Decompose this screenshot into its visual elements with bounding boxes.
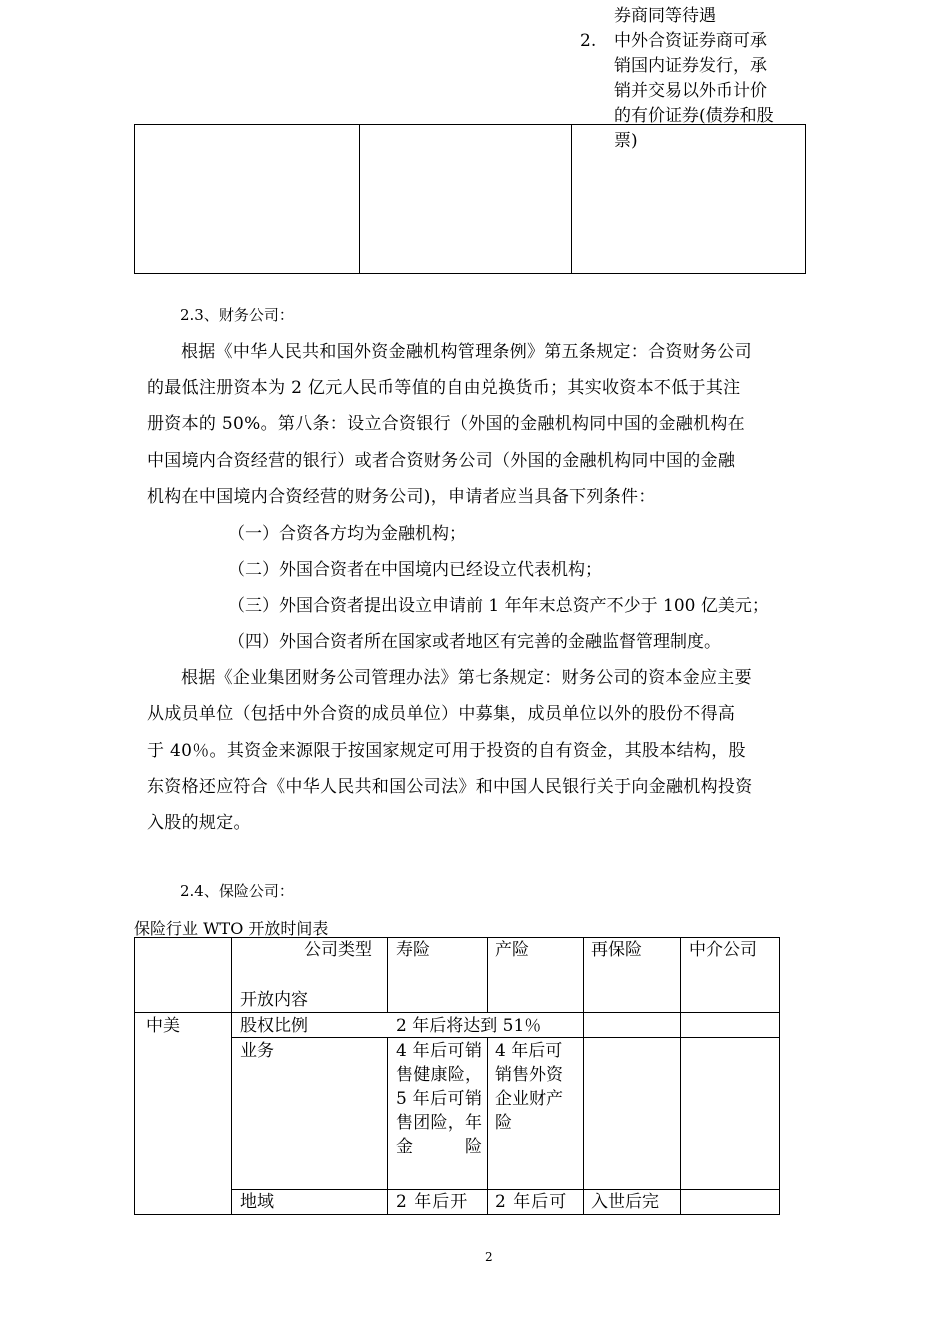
row-country: 中美: [146, 1016, 180, 1036]
insurance-heading: 2.4、保险公司：: [180, 882, 294, 900]
finance-condition-2: （二）外国合资者在中国境内已经设立代表机构；: [228, 560, 602, 580]
grid-line: [487, 937, 488, 1012]
header-open-content: 开放内容: [240, 990, 308, 1010]
grid-line: [583, 937, 584, 1215]
row-business-life: 4 年后可销售健康险，5 年后可销售团险，年金险: [396, 1041, 482, 1157]
insurance-table: [134, 937, 780, 1215]
header-property: 产险: [495, 940, 529, 960]
grid-line: [231, 937, 232, 1215]
top-table-divider-1: [359, 125, 360, 273]
finance-para1-line1: 根据《中华人民共和国外资金融机构管理条例》第五条规定：合资财务公司: [181, 342, 752, 362]
header-intermediary: 中介公司: [689, 940, 757, 960]
header-reinsurance: 再保险: [591, 940, 642, 960]
grid-line: [487, 1037, 488, 1215]
row-region-life: 2 年后开: [396, 1192, 469, 1212]
row-region-property: 2 年后可: [495, 1192, 568, 1212]
grid-line: [680, 937, 681, 1215]
finance-heading: 2.3、财务公司：: [180, 306, 294, 324]
row-business-label: 业务: [240, 1041, 274, 1061]
top-table-divider-2: [571, 125, 572, 273]
finance-para2-line3: 于 40％。其资金来源限于按国家规定可用于投资的自有资金，其股本结构，股: [147, 741, 746, 761]
header-company-type: 公司类型: [304, 940, 372, 960]
insurance-table-caption: 保险行业 WTO 开放时间表: [134, 919, 329, 938]
cell3-line-6: 票): [614, 131, 638, 151]
finance-para2-line1: 根据《企业集团财务公司管理办法》第七条规定：财务公司的资本金应主要: [181, 668, 752, 688]
top-table-cell-3: [580, 4, 805, 154]
cell3-line-4: 销并交易以外币计价: [614, 81, 767, 101]
cell3-line-5: 的有价证券(债券和股: [614, 106, 774, 126]
cell3-line-3: 销国内证券发行，承: [614, 56, 767, 76]
finance-para2-line5: 入股的规定。: [147, 813, 251, 833]
finance-condition-4: （四）外国合资者所在国家或者地区有完善的金融监督管理制度。: [228, 632, 721, 652]
cell3-line-1: 券商同等待遇: [614, 6, 716, 26]
finance-para1-line2: 的最低注册资本为 2 亿元人民币等值的自由兑换货币；其实收资本不低于其注: [147, 378, 741, 398]
grid-line: [134, 937, 135, 1215]
row-region-reinsurance: 入世后完: [591, 1192, 659, 1212]
finance-para1-line3: 册资本的 50%。第八条：设立合资银行（外国的金融机构同中国的金融机构在: [147, 414, 745, 434]
page-number: 2: [485, 1250, 493, 1264]
header-life: 寿险: [396, 940, 430, 960]
row-business-property: 4 年后可销售外资企业财产险: [495, 1041, 563, 1133]
row-equity-label: 股权比例: [240, 1016, 308, 1036]
finance-condition-1: （一）合资各方均为金融机构；: [228, 524, 466, 544]
finance-condition-3: （三）外国合资者提出设立申请前 1 年年末总资产不少于 100 亿美元；: [228, 596, 769, 616]
cell3-line-2: 中外合资证券商可承: [614, 31, 767, 51]
row-region-label: 地域: [240, 1192, 274, 1212]
finance-para2-line2: 从成员单位（包括中外合资的成员单位）中募集，成员单位以外的股份不得高: [147, 704, 736, 724]
grid-line: [779, 937, 780, 1215]
finance-para2-line4: 东资格还应符合《中华人民共和国公司法》和中国人民银行关于向金融机构投资: [147, 777, 753, 797]
finance-para1-line4: 中国境内合资经营的银行）或者合资财务公司（外国的金融机构同中国的金融: [147, 451, 736, 471]
finance-para1-line5: 机构在中国境内合资经营的财务公司)，申请者应当具备下列条件：: [147, 487, 656, 507]
cell3-list-number: 2.: [580, 31, 597, 51]
row-equity-value: 2 年后将达到 51％: [396, 1016, 542, 1036]
grid-line: [387, 937, 388, 1012]
grid-line: [387, 1037, 388, 1215]
